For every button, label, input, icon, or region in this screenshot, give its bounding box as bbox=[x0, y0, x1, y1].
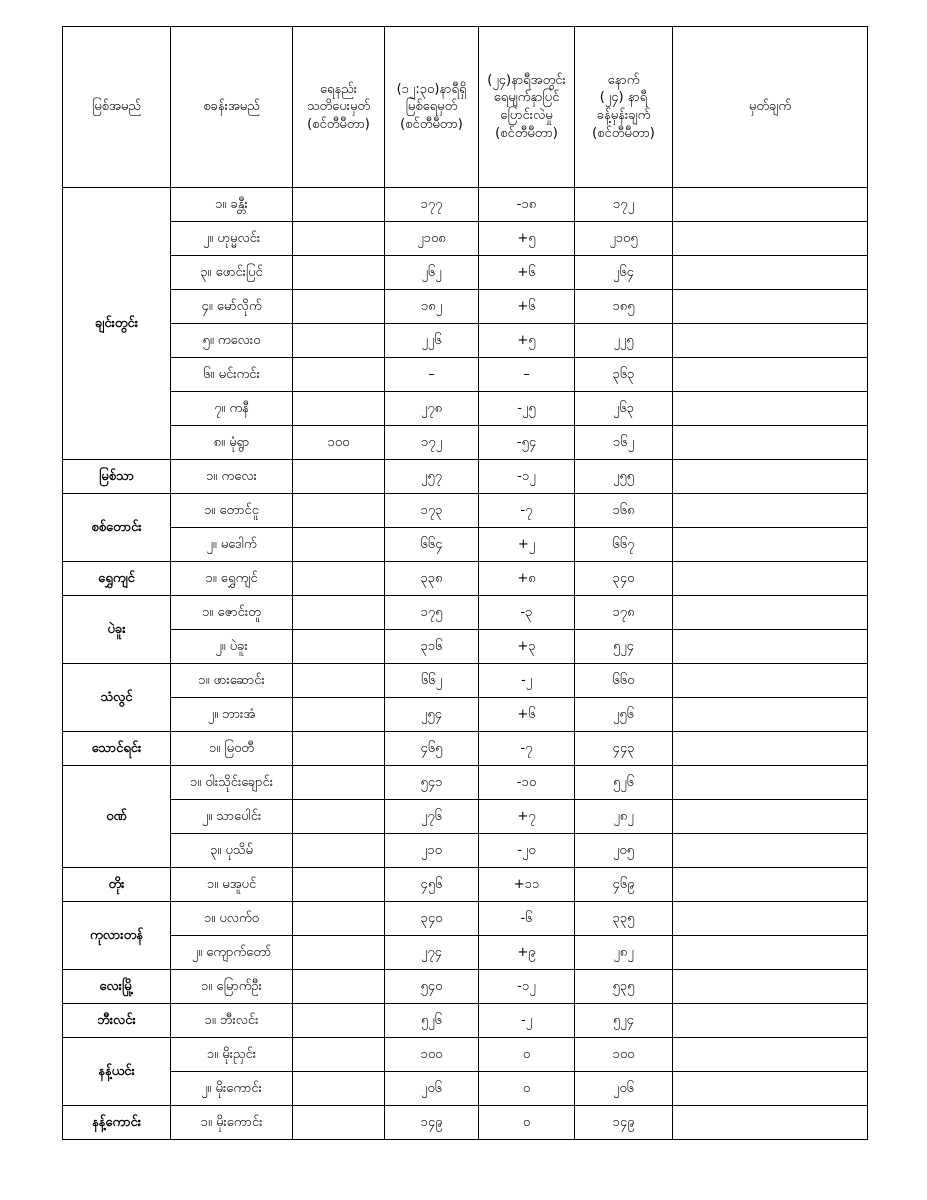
low-water-warning-cell bbox=[293, 324, 385, 358]
river-name-cell: ချင်းတွင်း bbox=[63, 188, 171, 460]
low-water-warning-cell bbox=[293, 392, 385, 426]
table-row bbox=[63, 426, 868, 460]
current-level-cell: ၁၇၂ bbox=[385, 426, 479, 460]
low-water-warning-cell bbox=[293, 902, 385, 936]
river-water-level-table bbox=[62, 26, 868, 1140]
change-24h-cell: +၆ bbox=[479, 256, 575, 290]
change-24h-cell: -၂ bbox=[479, 1004, 575, 1038]
station-name-cell: ၁။ တောင်ငူ bbox=[171, 494, 293, 528]
current-level-cell: ၁၈၂ bbox=[385, 290, 479, 324]
change-24h-cell: ၀ bbox=[479, 1072, 575, 1106]
low-water-warning-cell bbox=[293, 494, 385, 528]
current-level-cell: ၂၆၂ bbox=[385, 256, 479, 290]
low-water-warning-cell bbox=[293, 290, 385, 324]
table-row bbox=[63, 868, 868, 902]
change-24h-cell: +၉ bbox=[479, 936, 575, 970]
table-row bbox=[63, 290, 868, 324]
station-name-cell: ၃။ ပုသိမ် bbox=[171, 834, 293, 868]
table-row bbox=[63, 970, 868, 1004]
table-row bbox=[63, 800, 868, 834]
current-level-cell: ၃၁၆ bbox=[385, 630, 479, 664]
remark-cell bbox=[673, 1004, 868, 1038]
change-24h-cell: -၂၀ bbox=[479, 834, 575, 868]
station-name-cell: ၁။ ပလက်ဝ bbox=[171, 902, 293, 936]
forecast-24h-cell: ၁၄၉ bbox=[575, 1106, 673, 1140]
low-water-warning-cell bbox=[293, 970, 385, 1004]
column-header-station-text bbox=[171, 98, 292, 116]
table-row bbox=[63, 834, 868, 868]
header-line: ပြောင်းလဲမှု bbox=[500, 108, 553, 123]
table-row bbox=[63, 664, 868, 698]
forecast-24h-cell: ၂၆၄ bbox=[575, 256, 673, 290]
column-header-river-text bbox=[63, 98, 170, 116]
change-24h-cell: ၀ bbox=[479, 1038, 575, 1072]
forecast-24h-cell: ၅၂၄ bbox=[575, 1004, 673, 1038]
current-level-cell: ၂၁၀၈ bbox=[385, 222, 479, 256]
table-row bbox=[63, 256, 868, 290]
river-name-cell: ဘီးလင်း bbox=[63, 1004, 171, 1038]
forecast-24h-cell: ၁၇၂ bbox=[575, 188, 673, 222]
change-24h-cell: +၅ bbox=[479, 222, 575, 256]
table-row bbox=[63, 698, 868, 732]
column-header-low-water-warning-text bbox=[293, 81, 384, 134]
remark-cell bbox=[673, 970, 868, 1004]
forecast-24h-cell: ၂၀၅ bbox=[575, 834, 673, 868]
current-level-cell: ၂၀၆ bbox=[385, 1072, 479, 1106]
table-row bbox=[63, 936, 868, 970]
table-row bbox=[63, 1004, 868, 1038]
remark-cell bbox=[673, 766, 868, 800]
station-name-cell: ၁။ မြောက်ဦး bbox=[171, 970, 293, 1004]
remark-cell bbox=[673, 562, 868, 596]
low-water-warning-cell bbox=[293, 1004, 385, 1038]
low-water-warning-cell bbox=[293, 800, 385, 834]
remark-cell bbox=[673, 868, 868, 902]
change-24h-cell: -၁၂ bbox=[479, 970, 575, 1004]
remark-cell bbox=[673, 630, 868, 664]
station-name-cell: ၁။ ရွှေကျင် bbox=[171, 562, 293, 596]
station-name-cell: ၂။ ပဲခူး bbox=[171, 630, 293, 664]
column-header-current-level bbox=[385, 27, 479, 188]
river-name-cell: တိုး bbox=[63, 868, 171, 902]
current-level-cell: ၅၄၁ bbox=[385, 766, 479, 800]
forecast-24h-cell: ၂၅၆ bbox=[575, 698, 673, 732]
low-water-warning-cell bbox=[293, 1038, 385, 1072]
low-water-warning-cell bbox=[293, 188, 385, 222]
column-header-24h-forecast bbox=[575, 27, 673, 188]
table-row bbox=[63, 324, 868, 358]
low-water-warning-cell bbox=[293, 562, 385, 596]
current-level-cell: ၁၇၇ bbox=[385, 188, 479, 222]
river-name-cell: ပဲခူး bbox=[63, 596, 171, 664]
current-level-cell: ၆၆၄ bbox=[385, 528, 479, 562]
column-header-low-water-warning bbox=[293, 27, 385, 188]
remark-cell bbox=[673, 222, 868, 256]
remark-cell bbox=[673, 528, 868, 562]
table-row bbox=[63, 222, 868, 256]
table-row bbox=[63, 494, 868, 528]
forecast-24h-cell: ၂၂၅ bbox=[575, 324, 673, 358]
forecast-24h-cell: ၁၆၂ bbox=[575, 426, 673, 460]
station-name-cell: ၂။ မိုးကောင်း bbox=[171, 1072, 293, 1106]
current-level-cell: ၂၂၆ bbox=[385, 324, 479, 358]
change-24h-cell: -၆ bbox=[479, 902, 575, 936]
forecast-24h-cell: ၂၁၀၅ bbox=[575, 222, 673, 256]
low-water-warning-cell bbox=[293, 1072, 385, 1106]
station-name-cell: ၆။ မင်းကင်း bbox=[171, 358, 293, 392]
change-24h-cell: +၆ bbox=[479, 698, 575, 732]
station-name-cell: ၁။ မအူပင် bbox=[171, 868, 293, 902]
low-water-warning-cell bbox=[293, 664, 385, 698]
table-row bbox=[63, 732, 868, 766]
river-name-cell: သောင်ရင်း bbox=[63, 732, 171, 766]
forecast-24h-cell: ၃၄၀ bbox=[575, 562, 673, 596]
change-24h-cell: +၁၁ bbox=[479, 868, 575, 902]
remark-cell bbox=[673, 256, 868, 290]
table-row bbox=[63, 1072, 868, 1106]
remark-cell bbox=[673, 358, 868, 392]
current-level-cell: ၁၀၀ bbox=[385, 1038, 479, 1072]
remark-cell bbox=[673, 1038, 868, 1072]
forecast-24h-cell: ၂၆၃ bbox=[575, 392, 673, 426]
current-level-cell: ၂၅၇ bbox=[385, 460, 479, 494]
table-row bbox=[63, 562, 868, 596]
station-name-cell: ၂။ မဒေါက် bbox=[171, 528, 293, 562]
remark-cell bbox=[673, 1106, 868, 1140]
river-name-cell: စစ်တောင်း bbox=[63, 494, 171, 562]
column-header-24h-change-text bbox=[479, 72, 574, 142]
remark-cell bbox=[673, 902, 868, 936]
header-line: မြစ်ရေမှတ် bbox=[405, 99, 458, 115]
river-name-cell: သံလွင် bbox=[63, 664, 171, 732]
current-level-cell: ၂၅၄ bbox=[385, 698, 479, 732]
remark-cell bbox=[673, 800, 868, 834]
forecast-24h-cell: ၂၈၂ bbox=[575, 936, 673, 970]
station-name-cell: ၁။ ဇောင်းတူ bbox=[171, 596, 293, 630]
column-header-station bbox=[171, 27, 293, 188]
header-line: (၁၂:၃၀)နာရီရှိ bbox=[396, 81, 467, 97]
forecast-24h-cell: ၅၃၅ bbox=[575, 970, 673, 1004]
change-24h-cell: +၇ bbox=[479, 800, 575, 834]
header-line: (စင်တီမီတာ) bbox=[400, 116, 463, 132]
current-level-cell: ၄၆၅ bbox=[385, 732, 479, 766]
forecast-24h-cell: ၃၃၅ bbox=[575, 902, 673, 936]
table-row bbox=[63, 1106, 868, 1140]
remark-cell bbox=[673, 664, 868, 698]
low-water-warning-cell bbox=[293, 936, 385, 970]
low-water-warning-cell bbox=[293, 528, 385, 562]
remark-cell bbox=[673, 596, 868, 630]
station-name-cell: ၃။ ဖောင်းပြင် bbox=[171, 256, 293, 290]
header-line: စခန်းအမည် bbox=[203, 99, 260, 115]
header-line: (စင်တီမီတာ) bbox=[592, 125, 655, 141]
table-row bbox=[63, 460, 868, 494]
station-name-cell: ၁။ မိုးညှင်း bbox=[171, 1038, 293, 1072]
forecast-24h-cell: ၅၂၄ bbox=[575, 630, 673, 664]
remark-cell bbox=[673, 290, 868, 324]
change-24h-cell: -၇ bbox=[479, 732, 575, 766]
remark-cell bbox=[673, 494, 868, 528]
change-24h-cell: -၅၄ bbox=[479, 426, 575, 460]
low-water-warning-cell bbox=[293, 460, 385, 494]
river-name-cell: ဝဏ် bbox=[63, 766, 171, 868]
remark-cell bbox=[673, 324, 868, 358]
remark-cell bbox=[673, 834, 868, 868]
table-header-row bbox=[63, 27, 868, 188]
table-row bbox=[63, 596, 868, 630]
remark-cell bbox=[673, 426, 868, 460]
current-level-cell: ၆၆၂ bbox=[385, 664, 479, 698]
header-line: မြစ်အမည် bbox=[92, 99, 141, 115]
column-header-remark-text bbox=[673, 98, 867, 116]
station-name-cell: ၂။ ဘားအံ bbox=[171, 698, 293, 732]
low-water-warning-cell bbox=[293, 256, 385, 290]
header-line: မှတ်ချက် bbox=[748, 99, 792, 115]
current-level-cell: ၃၃၈ bbox=[385, 562, 479, 596]
current-level-cell: ၂၇၈ bbox=[385, 392, 479, 426]
current-level-cell: ၂၁၀ bbox=[385, 834, 479, 868]
forecast-24h-cell: ၄၆၉ bbox=[575, 868, 673, 902]
table-header bbox=[63, 27, 868, 188]
low-water-warning-cell: ၁၀၀ bbox=[293, 426, 385, 460]
current-level-cell: ၄၅၆ bbox=[385, 868, 479, 902]
change-24h-cell: +၆ bbox=[479, 290, 575, 324]
station-name-cell: ၈။ မုံရွာ bbox=[171, 426, 293, 460]
column-header-24h-change bbox=[479, 27, 575, 188]
current-level-cell: ၂၇၆ bbox=[385, 800, 479, 834]
header-line: ရေနည်း bbox=[319, 81, 358, 97]
river-name-cell: လေးမြို့ bbox=[63, 970, 171, 1004]
change-24h-cell: +၃ bbox=[479, 630, 575, 664]
table-row bbox=[63, 1038, 868, 1072]
current-level-cell: ၁၄၉ bbox=[385, 1106, 479, 1140]
low-water-warning-cell bbox=[293, 358, 385, 392]
table-row bbox=[63, 902, 868, 936]
header-line: (စင်တီမီတာ) bbox=[495, 125, 558, 141]
change-24h-cell: +၈ bbox=[479, 562, 575, 596]
header-line: (၂၄)နာရီအတွင်း bbox=[487, 72, 566, 88]
column-header-current-level-text bbox=[385, 81, 478, 134]
station-name-cell: ၂။ ဟုမ္မလင်း bbox=[171, 222, 293, 256]
forecast-24h-cell: ၂၈၂ bbox=[575, 800, 673, 834]
low-water-warning-cell bbox=[293, 222, 385, 256]
change-24h-cell: -၁၂ bbox=[479, 460, 575, 494]
remark-cell bbox=[673, 392, 868, 426]
table-row bbox=[63, 358, 868, 392]
change-24h-cell: -၂၅ bbox=[479, 392, 575, 426]
river-name-cell: မြစ်သာ bbox=[63, 460, 171, 494]
forecast-24h-cell: ၂၀၆ bbox=[575, 1072, 673, 1106]
change-24h-cell: ၀ bbox=[479, 1106, 575, 1140]
forecast-24h-cell: ၁၀၀ bbox=[575, 1038, 673, 1072]
forecast-24h-cell: ၄၄၃ bbox=[575, 732, 673, 766]
header-line: (၂၄) နာရီ bbox=[599, 90, 648, 106]
change-24h-cell: -၁၈ bbox=[479, 188, 575, 222]
change-24h-cell: -၃ bbox=[479, 596, 575, 630]
river-name-cell: နန့်ကောင်း bbox=[63, 1106, 171, 1140]
low-water-warning-cell bbox=[293, 630, 385, 664]
remark-cell bbox=[673, 936, 868, 970]
low-water-warning-cell bbox=[293, 698, 385, 732]
forecast-24h-cell: ၅၂၆ bbox=[575, 766, 673, 800]
change-24h-cell: +၂ bbox=[479, 528, 575, 562]
low-water-warning-cell bbox=[293, 732, 385, 766]
current-level-cell: ၁၇၅ bbox=[385, 596, 479, 630]
current-level-cell: ၅၄၀ bbox=[385, 970, 479, 1004]
change-24h-cell: -၂ bbox=[479, 664, 575, 698]
low-water-warning-cell bbox=[293, 868, 385, 902]
table-row bbox=[63, 392, 868, 426]
station-name-cell: ၁။ မြဝတီ bbox=[171, 732, 293, 766]
forecast-24h-cell: ၆၆၇ bbox=[575, 528, 673, 562]
table-row bbox=[63, 766, 868, 800]
forecast-24h-cell: ၃၆၃ bbox=[575, 358, 673, 392]
station-name-cell: ၄။ မော်လိုက် bbox=[171, 290, 293, 324]
change-24h-cell: -၇ bbox=[479, 494, 575, 528]
table-row bbox=[63, 188, 868, 222]
station-name-cell: ၁။ ကလေး bbox=[171, 460, 293, 494]
change-24h-cell: +၅ bbox=[479, 324, 575, 358]
low-water-warning-cell bbox=[293, 766, 385, 800]
low-water-warning-cell bbox=[293, 1106, 385, 1140]
header-line: နောက် bbox=[607, 72, 640, 88]
current-level-cell: ၅၂၆ bbox=[385, 1004, 479, 1038]
column-header-24h-forecast-text bbox=[575, 72, 672, 142]
current-level-cell: ၂၇၄ bbox=[385, 936, 479, 970]
station-name-cell: ၁။ မိုးကောင်း bbox=[171, 1106, 293, 1140]
forecast-24h-cell: ၆၆၀ bbox=[575, 664, 673, 698]
header-line: သတိပေးမှတ် bbox=[306, 99, 371, 115]
river-name-cell: ရွှေကျင် bbox=[63, 562, 171, 596]
header-line: ရေမျက်နှာပြင် bbox=[493, 90, 560, 106]
station-name-cell: ၇။ ကနီ bbox=[171, 392, 293, 426]
current-level-cell: ၃၄၀ bbox=[385, 902, 479, 936]
header-line: ခန့်မှန်းချက် bbox=[596, 108, 651, 123]
low-water-warning-cell bbox=[293, 596, 385, 630]
remark-cell bbox=[673, 732, 868, 766]
column-header-remark bbox=[673, 27, 868, 188]
forecast-24h-cell: ၁၈၅ bbox=[575, 290, 673, 324]
forecast-24h-cell: ၂၅၅ bbox=[575, 460, 673, 494]
river-name-cell: ကုလားတန် bbox=[63, 902, 171, 970]
low-water-warning-cell bbox=[293, 834, 385, 868]
remark-cell bbox=[673, 698, 868, 732]
remark-cell bbox=[673, 1072, 868, 1106]
table-row bbox=[63, 630, 868, 664]
station-name-cell: ၁။ ဖားဆောင်း bbox=[171, 664, 293, 698]
remark-cell bbox=[673, 188, 868, 222]
table-row bbox=[63, 528, 868, 562]
forecast-24h-cell: ၁၆၈ bbox=[575, 494, 673, 528]
station-name-cell: ၅။ ကလေးဝ bbox=[171, 324, 293, 358]
station-name-cell: ၂။ သာပေါင်း bbox=[171, 800, 293, 834]
change-24h-cell: -၁၀ bbox=[479, 766, 575, 800]
table-body bbox=[63, 188, 868, 1140]
station-name-cell: ၂။ ကျောက်တော် bbox=[171, 936, 293, 970]
column-header-river bbox=[63, 27, 171, 188]
forecast-24h-cell: ၁၇၈ bbox=[575, 596, 673, 630]
remark-cell bbox=[673, 460, 868, 494]
station-name-cell: ၁။ ဘီးလင်း bbox=[171, 1004, 293, 1038]
current-level-cell: – bbox=[385, 358, 479, 392]
station-name-cell: ၁။ ဝါးသိုင်းချောင်း bbox=[171, 766, 293, 800]
change-24h-cell: – bbox=[479, 358, 575, 392]
header-line: (စင်တီမီတာ) bbox=[307, 116, 370, 132]
station-name-cell: ၁။ ခန္တီး bbox=[171, 188, 293, 222]
current-level-cell: ၁၇၃ bbox=[385, 494, 479, 528]
river-name-cell: နန့်ယင်း bbox=[63, 1038, 171, 1106]
